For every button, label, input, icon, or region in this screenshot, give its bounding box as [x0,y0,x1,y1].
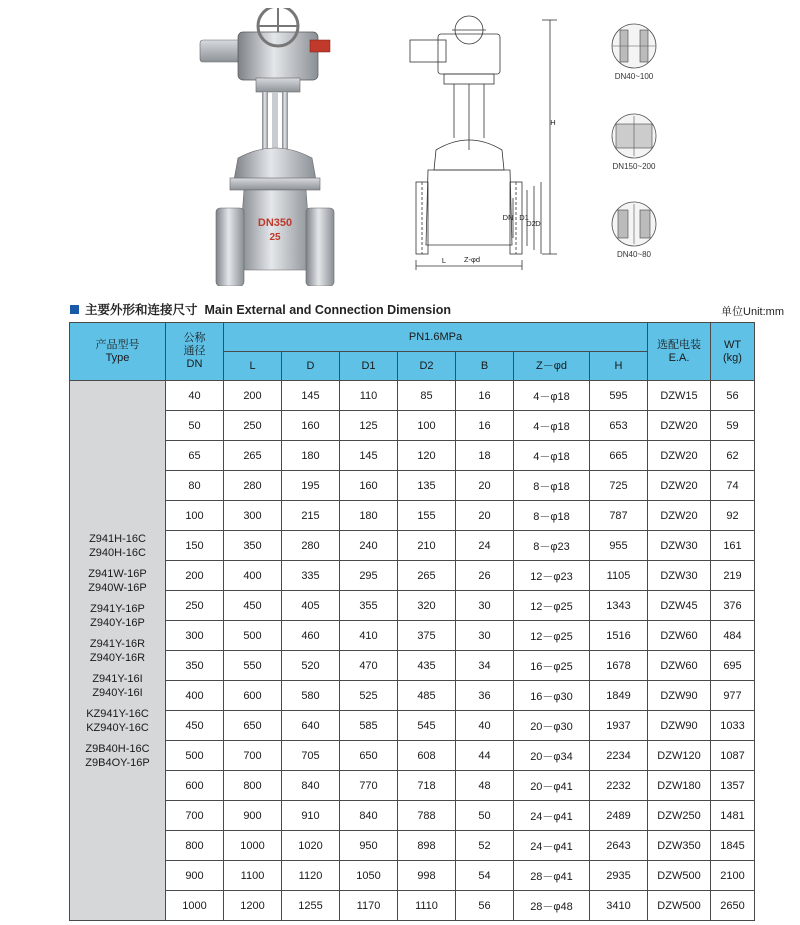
cell-l: 550 [224,651,282,681]
cell-d1: 160 [340,471,398,501]
cell-d2: 120 [398,441,456,471]
cell-wt: 2650 [711,891,755,921]
table-row [70,591,755,621]
type-group [70,707,165,735]
cell-d: 195 [282,471,340,501]
cell-d2: 320 [398,591,456,621]
cell-d: 335 [282,561,340,591]
detail-2-graphic [602,112,666,160]
cell-ea: DZW20 [648,501,711,531]
header-d1: D1 [340,352,398,381]
cell-dn: 80 [166,471,224,501]
type-model: Z940Y-16I [92,686,143,699]
cell-z: 4－φ18 [514,441,590,471]
table-row [70,711,755,741]
cell-ea: DZW180 [648,771,711,801]
cell-h: 2232 [590,771,648,801]
cell-ea: DZW20 [648,441,711,471]
cell-b: 56 [456,891,514,921]
cell-dn: 50 [166,411,224,441]
cell-b: 36 [456,681,514,711]
cell-wt: 695 [711,651,755,681]
table-row [70,831,755,861]
cell-d1: 410 [340,621,398,651]
valve-photo [198,8,348,286]
cell-dn: 300 [166,621,224,651]
cell-d1: 110 [340,381,398,411]
dim-dn-label: DN [502,213,514,222]
cell-l: 1100 [224,861,282,891]
cell-d2: 545 [398,711,456,741]
type-model: Z941Y-16R [89,637,146,650]
cell-dn: 100 [166,501,224,531]
cell-dn: 900 [166,861,224,891]
cell-z: 20－φ41 [514,771,590,801]
cell-wt: 484 [711,621,755,651]
cell-h: 1343 [590,591,648,621]
table-body [70,381,755,921]
cell-wt: 1033 [711,711,755,741]
photo-dn-label: DN350 [257,217,293,229]
cell-h: 665 [590,441,648,471]
cell-wt: 161 [711,531,755,561]
cell-dn: 40 [166,381,224,411]
cell-dn: 700 [166,801,224,831]
cell-wt: 1481 [711,801,755,831]
cell-l: 500 [224,621,282,651]
cell-b: 30 [456,591,514,621]
cell-z: 20－φ34 [514,741,590,771]
cell-d2: 265 [398,561,456,591]
cell-dn: 500 [166,741,224,771]
cell-ea: DZW30 [648,561,711,591]
cell-z: 8－φ18 [514,471,590,501]
type-model: Z941H-16C [89,532,146,545]
detail-1-graphic [602,22,666,70]
table-row [70,381,755,411]
cell-ea: DZW500 [648,891,711,921]
dimension-drawing [392,10,567,272]
dim-d-label: D [535,219,541,228]
cell-d1: 295 [340,561,398,591]
type-model: KZ941Y-16C [86,707,149,720]
cell-wt: 59 [711,411,755,441]
cell-l: 700 [224,741,282,771]
cell-l: 350 [224,531,282,561]
cell-l: 200 [224,381,282,411]
cell-d2: 1110 [398,891,456,921]
cell-d: 580 [282,681,340,711]
cell-h: 1937 [590,711,648,741]
cell-d: 1120 [282,861,340,891]
cell-ea: DZW90 [648,711,711,741]
type-group [70,602,165,630]
cell-ea: DZW60 [648,651,711,681]
bullet-square-icon [70,305,79,314]
cell-h: 1678 [590,651,648,681]
table-row [70,681,755,711]
cell-d2: 100 [398,411,456,441]
cell-wt: 1845 [711,831,755,861]
cell-d1: 1170 [340,891,398,921]
cell-z: 12－φ23 [514,561,590,591]
cell-l: 250 [224,411,282,441]
cell-d2: 210 [398,531,456,561]
cell-z: 12－φ25 [514,621,590,651]
type-model: Z941Y-16P [90,602,145,615]
cell-h: 2643 [590,831,648,861]
cell-d1: 650 [340,741,398,771]
cell-h: 1849 [590,681,648,711]
cell-ea: DZW30 [648,531,711,561]
cell-ea: DZW45 [648,591,711,621]
table-row [70,441,755,471]
cell-l: 600 [224,681,282,711]
cell-d: 910 [282,801,340,831]
cell-h: 595 [590,381,648,411]
cell-l: 300 [224,501,282,531]
cell-z: 12－φ25 [514,591,590,621]
cell-h: 787 [590,501,648,531]
cell-d: 180 [282,441,340,471]
cell-z: 8－φ23 [514,531,590,561]
cell-b: 40 [456,711,514,741]
cell-l: 1200 [224,891,282,921]
cell-wt: 2100 [711,861,755,891]
cell-d2: 435 [398,651,456,681]
cell-ea: DZW15 [648,381,711,411]
type-model: Z9B40H-16C [85,742,150,755]
type-model: Z940Y-16R [89,651,146,664]
cell-b: 24 [456,531,514,561]
cell-d2: 788 [398,801,456,831]
header-row-1 [70,323,755,352]
type-cell [70,381,166,921]
table-row [70,771,755,801]
table-row [70,561,755,591]
cell-wt: 92 [711,501,755,531]
cell-d1: 840 [340,801,398,831]
type-group [70,742,165,770]
cell-d: 215 [282,501,340,531]
unit-label: 单位Unit:mm [721,306,784,318]
cell-b: 16 [456,411,514,441]
type-group [70,532,165,560]
header-l: L [224,352,282,381]
cell-d: 640 [282,711,340,741]
cell-dn: 1000 [166,891,224,921]
detail-1-caption: DN40~100 [614,72,654,81]
cell-d1: 240 [340,531,398,561]
cell-l: 400 [224,561,282,591]
cell-l: 450 [224,591,282,621]
table-row [70,741,755,771]
type-group [70,672,165,700]
type-model: Z941Y-16I [92,672,143,685]
header-ea: 选配电装 E.A. [648,323,711,381]
cell-ea: DZW60 [648,621,711,651]
cell-h: 955 [590,531,648,561]
cell-wt: 219 [711,561,755,591]
cell-dn: 200 [166,561,224,591]
type-model: Z940Y-16P [90,616,145,629]
cell-d1: 770 [340,771,398,801]
cell-h: 2234 [590,741,648,771]
header-z: Z－φd [514,352,590,381]
cell-wt: 376 [711,591,755,621]
cell-h: 3410 [590,891,648,921]
cell-l: 1000 [224,831,282,861]
header-type: 产品型号 Type [70,323,166,381]
product-figures [0,0,800,290]
cell-z: 8－φ18 [514,501,590,531]
cell-l: 650 [224,711,282,741]
cell-d1: 125 [340,411,398,441]
cell-d: 160 [282,411,340,441]
cell-h: 1105 [590,561,648,591]
cell-l: 900 [224,801,282,831]
cell-dn: 65 [166,441,224,471]
cell-b: 20 [456,471,514,501]
cell-dn: 800 [166,831,224,861]
cell-wt: 977 [711,681,755,711]
cell-h: 725 [590,471,648,501]
cell-l: 800 [224,771,282,801]
cell-l: 265 [224,441,282,471]
dimension-table [69,322,755,921]
dim-l-label: L [441,256,447,265]
cell-dn: 150 [166,531,224,561]
dim-h-label: H [550,118,556,127]
table-row [70,471,755,501]
cell-dn: 250 [166,591,224,621]
cell-d1: 585 [340,711,398,741]
cell-wt: 1357 [711,771,755,801]
cell-d: 1020 [282,831,340,861]
cell-ea: DZW350 [648,831,711,861]
cell-d: 280 [282,531,340,561]
cell-d1: 1050 [340,861,398,891]
table-row [70,891,755,921]
cell-z: 24－φ41 [514,831,590,861]
cell-ea: DZW500 [648,861,711,891]
header-h: H [590,352,648,381]
header-wt: WT (kg) [711,323,755,381]
cell-z: 20－φ30 [514,711,590,741]
cell-z: 16－φ25 [514,651,590,681]
cell-z: 16－φ30 [514,681,590,711]
cell-b: 48 [456,771,514,801]
cell-ea: DZW20 [648,411,711,441]
cell-d1: 470 [340,651,398,681]
cell-b: 20 [456,501,514,531]
detail-view-2 [602,112,666,171]
cell-d2: 155 [398,501,456,531]
cell-d1: 355 [340,591,398,621]
cell-b: 18 [456,441,514,471]
table-row [70,861,755,891]
cell-z: 4－φ18 [514,411,590,441]
cell-b: 34 [456,651,514,681]
cell-d2: 608 [398,741,456,771]
table-row [70,801,755,831]
detail-3-graphic [602,200,666,248]
type-model: Z940W-16P [88,581,147,594]
table-row [70,501,755,531]
header-dn: 公称 通径 DN [166,323,224,381]
table-row [70,621,755,651]
type-group [70,567,165,595]
cell-d2: 718 [398,771,456,801]
cell-d1: 950 [340,831,398,861]
type-model: Z940H-16C [89,546,146,559]
cell-z: 28－φ41 [514,861,590,891]
cell-d2: 998 [398,861,456,891]
cell-d: 145 [282,381,340,411]
cell-d: 460 [282,621,340,651]
section-title-text: 主要外形和连接尺寸 Main External and Connection Dimension [85,303,452,317]
dim-z-label: Z-φd [463,255,481,264]
cell-d1: 180 [340,501,398,531]
cell-wt: 74 [711,471,755,501]
cell-b: 52 [456,831,514,861]
cell-b: 44 [456,741,514,771]
cell-d2: 898 [398,831,456,861]
cell-wt: 1087 [711,741,755,771]
cell-ea: DZW120 [648,741,711,771]
cell-dn: 450 [166,711,224,741]
cell-dn: 600 [166,771,224,801]
cell-d: 405 [282,591,340,621]
header-b: B [456,352,514,381]
section-title [70,300,451,318]
cell-ea: DZW20 [648,471,711,501]
header-d: D [282,352,340,381]
cell-d2: 485 [398,681,456,711]
type-model: KZ940Y-16C [86,721,149,734]
header-pressure: PN1.6MPa [224,323,648,352]
cell-b: 30 [456,621,514,651]
cell-dn: 400 [166,681,224,711]
cell-b: 54 [456,861,514,891]
cell-d: 705 [282,741,340,771]
cell-wt: 62 [711,441,755,471]
table-row [70,531,755,561]
dim-d2-label: D2 [526,219,536,228]
cell-d2: 375 [398,621,456,651]
type-model: Z941W-16P [88,567,147,580]
cell-h: 2489 [590,801,648,831]
cell-wt: 56 [711,381,755,411]
cell-z: 28－φ48 [514,891,590,921]
cell-d2: 135 [398,471,456,501]
cell-ea: DZW250 [648,801,711,831]
cell-ea: DZW90 [648,681,711,711]
cell-h: 1516 [590,621,648,651]
cell-b: 16 [456,381,514,411]
table-row [70,651,755,681]
photo-pn-label: 25 [269,232,281,243]
cell-d: 1255 [282,891,340,921]
cell-b: 26 [456,561,514,591]
detail-2-caption: DN150~200 [612,162,656,171]
table-row [70,411,755,441]
detail-3-caption: DN40~80 [616,250,652,259]
cell-d2: 85 [398,381,456,411]
cell-z: 4－φ18 [514,381,590,411]
cell-d1: 145 [340,441,398,471]
dim-d1-label: D1 [519,213,529,222]
cell-z: 24－φ41 [514,801,590,831]
cell-l: 280 [224,471,282,501]
cell-d1: 525 [340,681,398,711]
type-group [70,637,165,665]
type-model: Z9B4OY-16P [85,756,150,769]
cell-b: 50 [456,801,514,831]
header-d2: D2 [398,352,456,381]
detail-view-3 [602,200,666,259]
cell-d: 520 [282,651,340,681]
cell-dn: 350 [166,651,224,681]
cell-h: 2935 [590,861,648,891]
cell-h: 653 [590,411,648,441]
detail-view-1 [602,22,666,81]
cell-d: 840 [282,771,340,801]
